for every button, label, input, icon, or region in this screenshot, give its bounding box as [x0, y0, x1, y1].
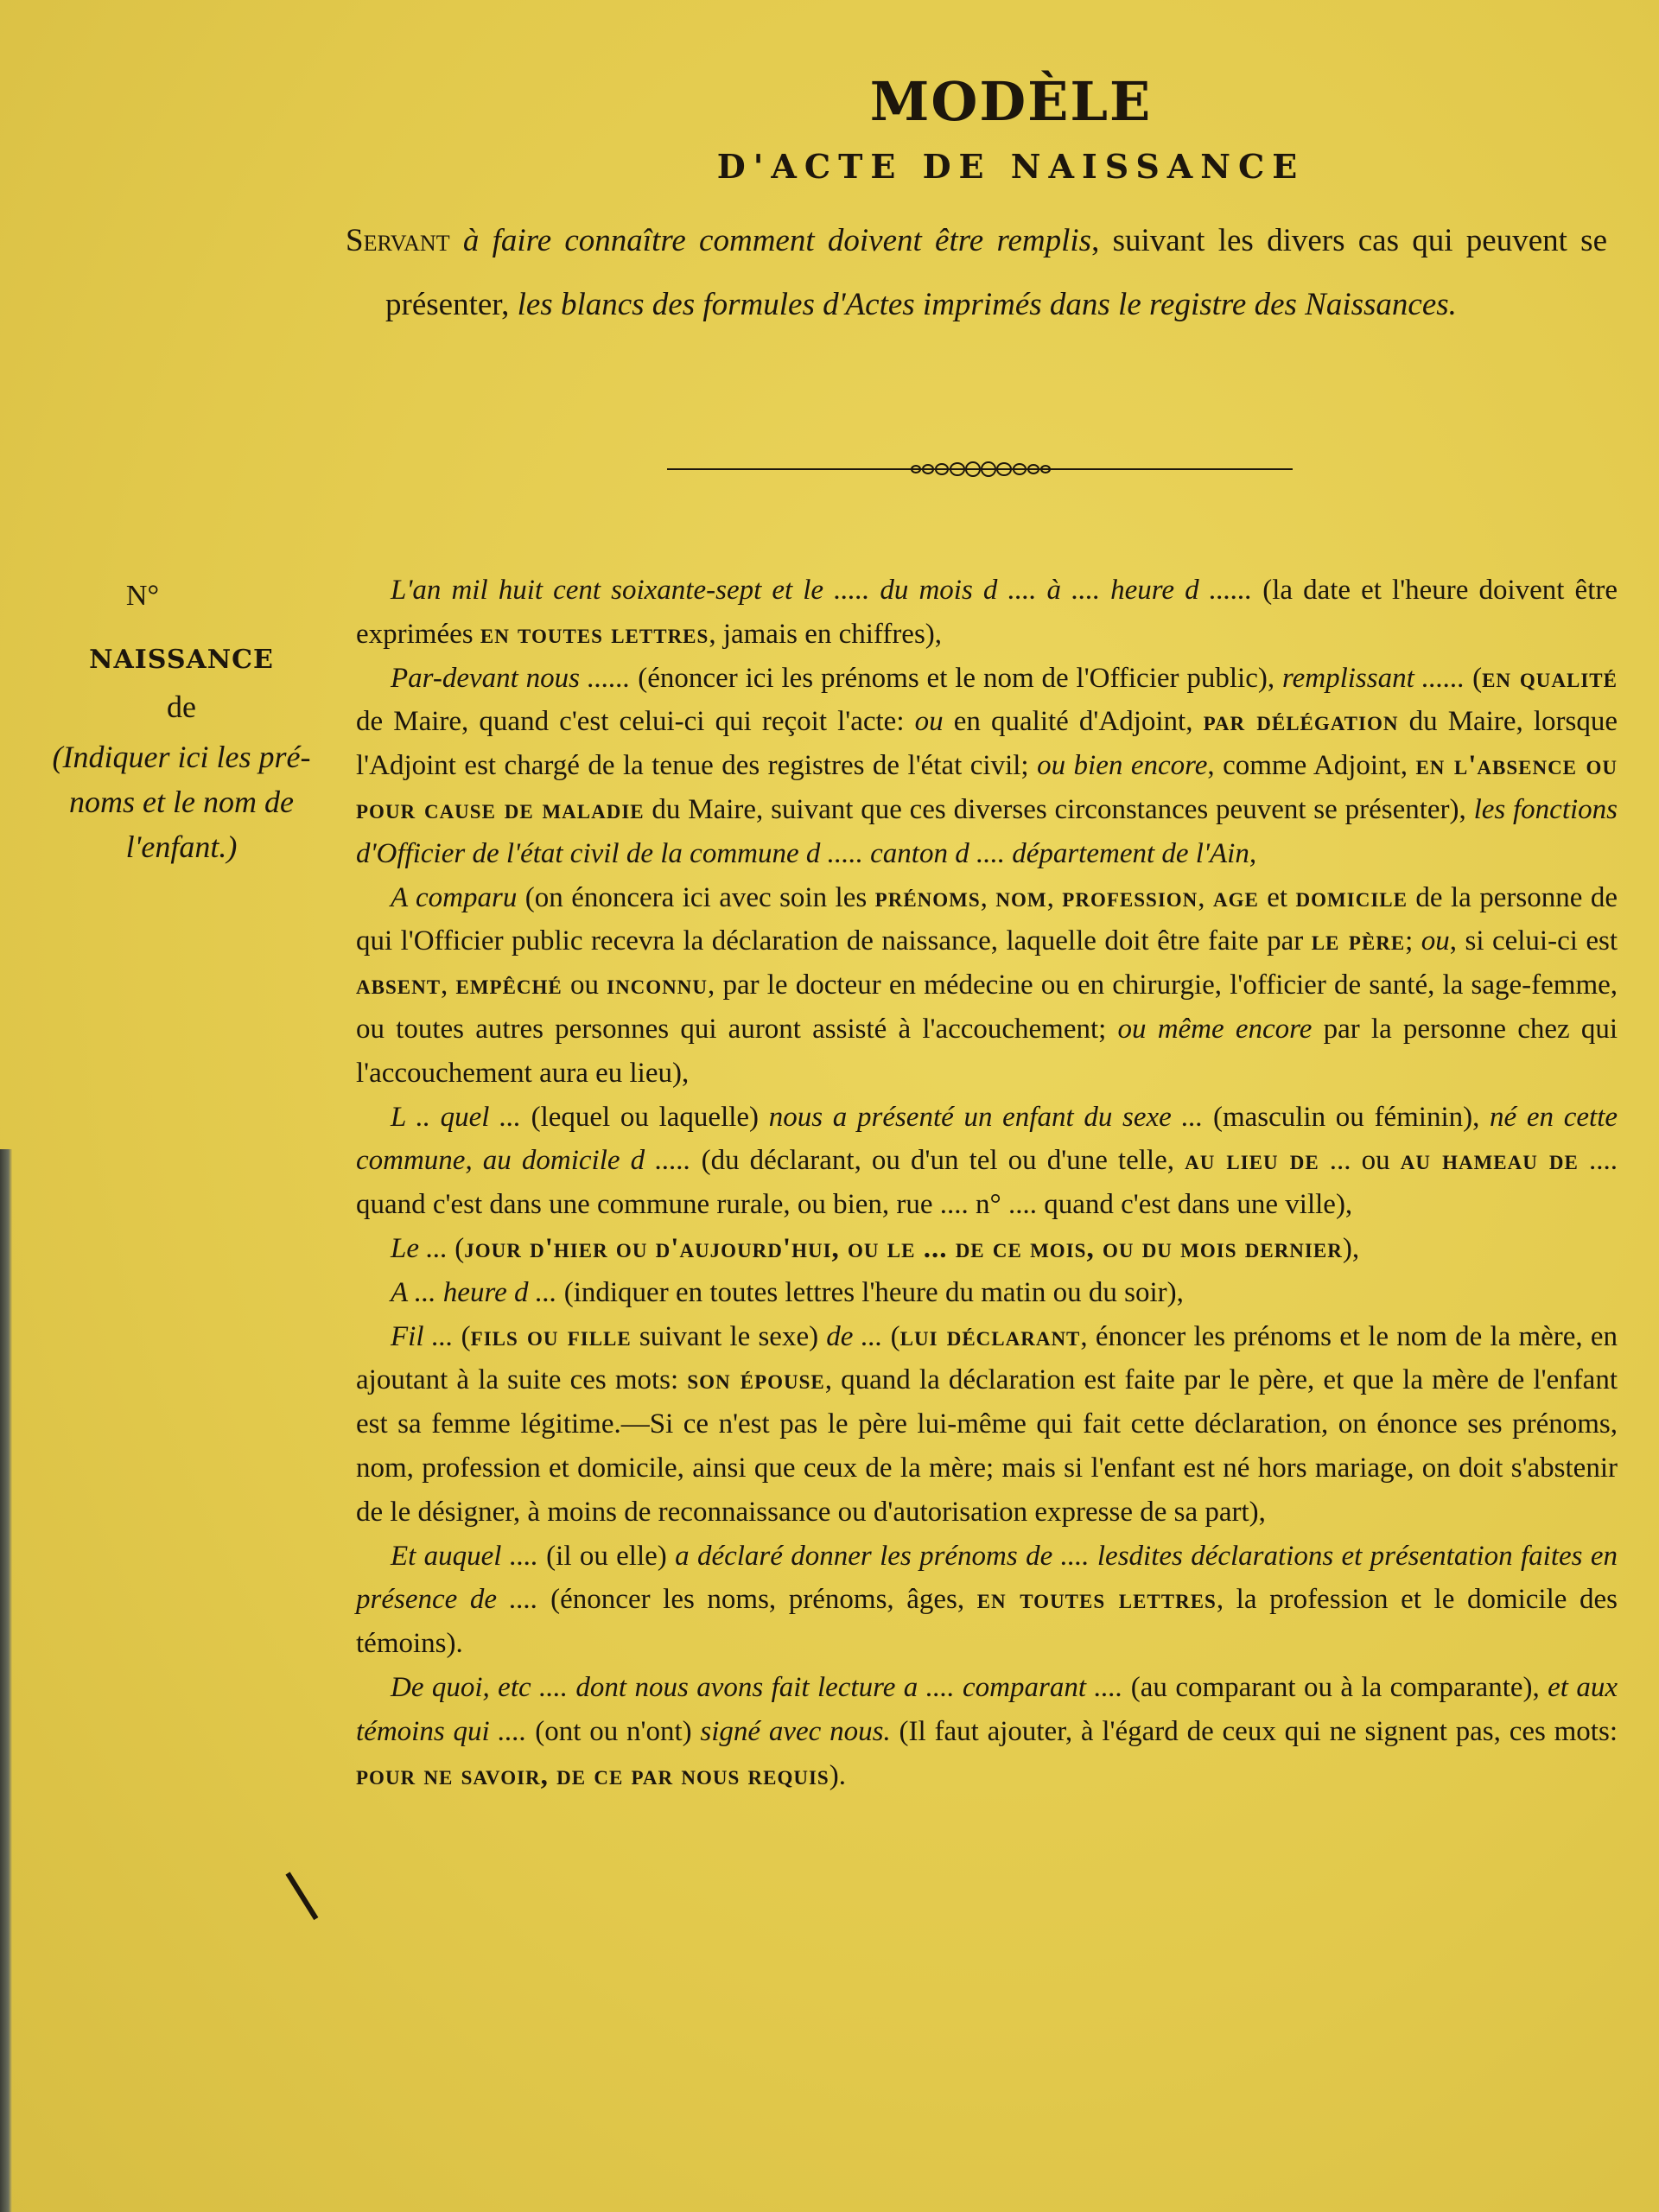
paragraph-segment: (Il faut ajouter, à l'égard de ceux qui ne signent pas, ces mots: [899, 1715, 1618, 1747]
body-paragraph [356, 657, 1618, 876]
paragraph-segment: signé avec nous. [700, 1715, 899, 1747]
paragraph-segment: suivant le sexe) [631, 1320, 827, 1352]
document-title: MODÈLE [869, 70, 1153, 133]
paragraph-segment: Et auquel .... [391, 1540, 547, 1572]
paragraph-segment: ou [914, 706, 944, 738]
paragraph-segment: (du déclarant, ou d'un tel ou d'une telle, [701, 1145, 1185, 1177]
paragraph-segment: a déclaré donner les prénoms de .... lesdites déclarations et présentation faites en présence de .... [356, 1540, 1618, 1616]
paragraph-segment: et aux témoins qui .... [356, 1671, 1618, 1747]
paragraph-segment: prénoms [874, 881, 981, 913]
margin-de: de [167, 690, 196, 724]
paragraph-segment: de la personne de qui l'Officier public recevra la déclaration de naissance, laquelle doit être faite par [356, 881, 1618, 957]
paragraph-segment: De quoi, etc .... dont nous avons fait lecture a .... comparant .... [391, 1671, 1131, 1703]
document-header [346, 67, 1607, 337]
paragraph-segment: A comparu [391, 881, 525, 913]
body-paragraph [356, 569, 1618, 657]
binding-edge [0, 1149, 12, 2212]
paragraph-segment: fils ou fille [470, 1320, 632, 1352]
paragraph-segment: profession [1062, 881, 1198, 913]
purpose-part-3: les blancs des formules d'Actes imprimés dans le registre des Naissances. [517, 287, 1457, 322]
paragraph-segment: ou bien encore [1037, 750, 1208, 782]
paragraph-segment: de Maire, quand c'est celui-ci qui reçoit l'acte: [356, 706, 915, 738]
paragraph-segment: , [1198, 881, 1213, 913]
paragraph-segment: du Maire, lorsque l'Adjoint est chargé de la tenue des registres de l'état civil; [356, 706, 1618, 782]
paragraph-segment: A ... heure d ... [391, 1276, 564, 1308]
paragraph-segment: ... ou [1319, 1145, 1401, 1177]
paragraph-segment: (il ou elle) [546, 1540, 676, 1572]
paragraph-segment: les fonctions d'Officier de l'état civil de la commune d ..... canton d .... département de l'Ain, [356, 793, 1618, 869]
paragraph-segment: pour ne savoir, de ce par nous requis [356, 1759, 830, 1791]
purpose-part-2: , suivant les divers cas qui peuvent se présenter, [385, 223, 1607, 322]
body-paragraph [356, 1535, 1618, 1666]
paragraph-segment: au hameau de [1400, 1145, 1579, 1177]
paragraph-segment: , par le docteur en médecine ou en chirurgie, l'officier de santé, la sage-femme, ou toutes autres personnes qui auront assisté à l'accouchement; [356, 969, 1618, 1045]
paragraph-segment: empêché [455, 969, 563, 1001]
paragraph-segment: le père [1311, 925, 1406, 957]
paragraph-segment: , [441, 969, 456, 1001]
paragraph-segment: en toutes lettres [976, 1584, 1217, 1616]
paragraph-segment: ), [1342, 1232, 1360, 1264]
paragraph-segment: en qualité d'Adjoint, [943, 706, 1204, 738]
paragraph-segment: (énoncer ici les prénoms et le nom de l'Officier public), [638, 662, 1282, 694]
paragraph-segment: , énoncer les prénoms et le nom de la mère, en ajoutant à la suite ces mots: [356, 1320, 1618, 1396]
body-paragraph [356, 1227, 1618, 1271]
body-paragraph [356, 1315, 1618, 1535]
paragraph-segment: Le ... [391, 1232, 455, 1264]
paragraph-segment: nom [995, 881, 1047, 913]
paragraph-segment: ( [461, 1320, 471, 1352]
paragraph-segment: du Maire, suivant que ces diverses circonstances peuvent se présenter), [644, 793, 1474, 825]
margin-number-label: N° [125, 580, 160, 612]
paragraph-segment: en toutes lettres [480, 618, 709, 650]
paragraph-segment: , [1046, 881, 1063, 913]
paragraph-segment: et [1258, 881, 1296, 913]
paragraph-segment: jour d'hier ou d'aujourd'hui, ou le ... de ce mois, ou du mois dernier [464, 1232, 1343, 1264]
paragraph-segment: (énoncer les noms, prénoms, âges, [550, 1584, 977, 1616]
paragraph-segment: (masculin ou féminin), [1212, 1101, 1491, 1133]
paragraph-segment: ). [829, 1759, 846, 1791]
margin-column [35, 570, 328, 869]
paragraph-segment: Fil ... [391, 1320, 461, 1352]
purpose-statement [346, 209, 1607, 337]
paragraph-segment: ou [562, 969, 607, 1001]
body-paragraph [356, 876, 1618, 1096]
paragraph-segment: de ... [826, 1320, 891, 1352]
paragraph-segment: son épouse [687, 1364, 825, 1396]
paragraph-segment: lui déclarant [899, 1320, 1081, 1352]
paragraph-segment: nous a présenté un enfant du sexe ... [768, 1101, 1213, 1133]
paragraph-segment: , comme Adjoint, [1207, 750, 1416, 782]
paragraph-segment: (on énoncera ici avec soin les [524, 881, 875, 913]
paragraph-segment: age [1212, 881, 1259, 913]
document-subtitle: D'ACTE DE NAISSANCE [716, 147, 1306, 186]
paragraph-segment: L .. quel ... [391, 1101, 531, 1133]
paragraph-segment: (au comparant ou à la comparante), [1130, 1671, 1548, 1703]
paragraph-segment: en l'absence ou pour cause de maladie [356, 750, 1618, 825]
paragraph-segment: (ont ou n'ont) [535, 1715, 701, 1747]
paragraph-segment: en qualité [1482, 662, 1618, 694]
ornament-divider-icon [667, 460, 1293, 479]
paragraph-segment: ou même encore [1117, 1013, 1313, 1045]
paragraph-segment: , si celui-ci est [1449, 925, 1618, 957]
paragraph-segment: au lieu de [1185, 1145, 1319, 1177]
body-paragraph [356, 1096, 1618, 1227]
paragraph-segment: né en cette commune, au domicile d ..... [356, 1101, 1618, 1177]
paragraph-segment: , quand la déclaration est faite par le père, et que la mère de l'enfant est sa femme légitime.—Si ce n'est pas le père lui-même qui fait cette déclaration, on énonce ses prénoms, nom, profession et domicile, ainsi que ceux de la mère; mais si l'enfant est né hors mariage, on doit s'abstenir de le désigner, à moins de reconnaissance ou d'autorisation expresse de sa part), [356, 1364, 1618, 1528]
paragraph-segment: , [980, 881, 996, 913]
pen-mark [285, 1872, 318, 1920]
margin-heading: NAISSANCE [89, 645, 274, 675]
paragraph-segment: ; [1405, 925, 1421, 957]
paragraph-segment: ( [454, 1232, 465, 1264]
paragraph-segment: domicile [1295, 881, 1408, 913]
paragraph-segment: par la personne chez qui l'accouchement aura eu lieu), [356, 1013, 1618, 1089]
paragraph-segment: inconnu [607, 969, 709, 1001]
paragraph-segment: ou [1421, 925, 1450, 957]
document-body [356, 569, 1618, 1797]
paragraph-segment: ( [1472, 662, 1483, 694]
paragraph-segment: par délégation [1203, 706, 1399, 738]
paragraph-segment: .... quand c'est dans une commune rurale, ou bien, rue .... n° .... quand c'est dans une ville), [356, 1145, 1618, 1221]
paragraph-segment: (indiquer en toutes lettres l'heure du matin ou du soir), [563, 1276, 1184, 1308]
paragraph-segment: remplissant ...... [1282, 662, 1473, 694]
body-paragraph [356, 1666, 1618, 1797]
paragraph-segment: absent [356, 969, 442, 1001]
purpose-lead: Servant [346, 223, 450, 258]
body-paragraph [356, 1271, 1618, 1315]
paragraph-segment: Par-devant nous ...... [391, 662, 639, 694]
purpose-part-1: à faire connaître comment doivent être remplis [449, 223, 1092, 258]
paragraph-segment: (lequel ou laquelle) [531, 1101, 769, 1133]
margin-instruction: (Indiquer ici les pré- noms et le nom de l'enfant.) [52, 740, 311, 864]
paragraph-segment: , la profession et le domicile des témoins). [356, 1584, 1618, 1660]
paragraph-segment: , jamais en chiffres), [709, 618, 943, 650]
paragraph-segment: L'an mil huit cent soixante-sept et le ..... du mois d .... à .... heure d ...... [391, 575, 1263, 606]
paragraph-segment: ( [890, 1320, 900, 1352]
paragraph-segment: (la date et l'heure doivent être exprimées [356, 575, 1618, 650]
